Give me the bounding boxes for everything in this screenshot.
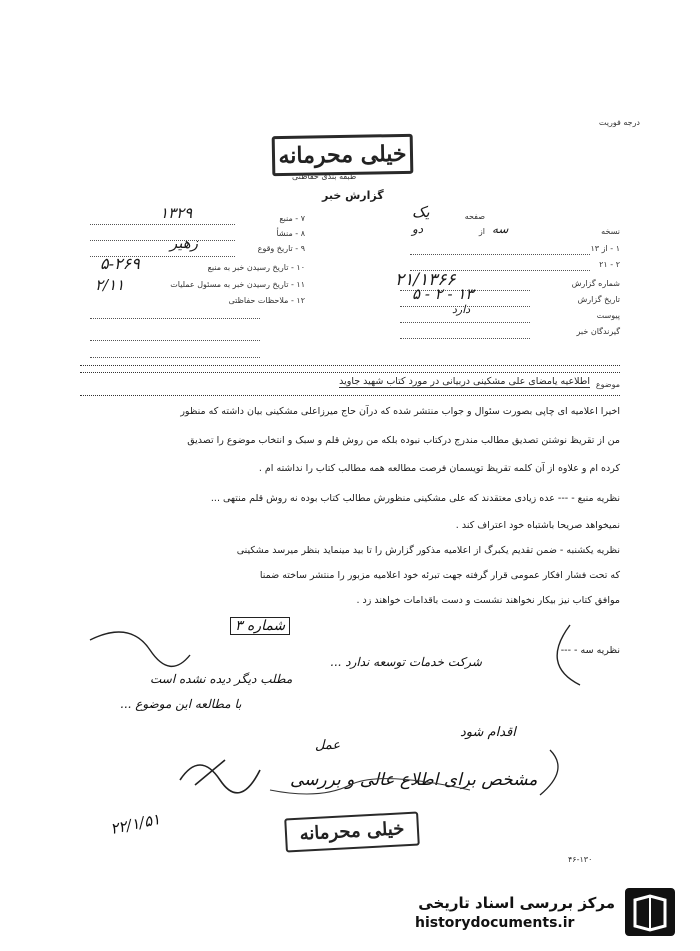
source-label: ۷ - منبع — [279, 214, 305, 223]
page-value: یک — [412, 203, 430, 221]
handwritten-note-2: مطلب دیگر دیده نشده است — [150, 672, 293, 686]
received-source-value: ۵-۲۶۹ — [100, 254, 140, 273]
classification-stamp-top: خیلی محرمانه — [272, 134, 414, 176]
protection-notes-label: ۱۲ - ملاحظات حفاظتی — [228, 296, 305, 305]
report-number-value: ۲۱/۱۳۶۶ — [395, 270, 456, 290]
body-line-5: نمیخواهد صریحا باشتباه خود اعتراف کند . — [455, 520, 620, 531]
body-line-9: نظریه سه - --- — [560, 645, 620, 656]
report-date-label: تاریخ گزارش — [577, 295, 620, 304]
occurrence-date-value: زهیر — [170, 234, 198, 252]
handwritten-note-3: با مطالعه این موضوع ... — [120, 697, 242, 711]
subject-label: موضوع — [595, 380, 620, 389]
handwritten-mark: شماره ۳ — [230, 617, 290, 635]
body-line-8: موافق کتاب نیز بیکار نخواهند نشست و دست باقدامات خواهند زد . — [356, 595, 620, 606]
priority-label: درجه فوریت — [598, 118, 640, 127]
received-ops-label: ۱۱ - تاریخ رسیدن خبر به مسئول عملیات — [170, 280, 305, 289]
copy-from-label: از — [478, 227, 485, 236]
copy-label: نسخه — [601, 227, 620, 236]
handwritten-note-4: اقدام شود — [460, 725, 516, 740]
archive-url: historydocuments.ir — [415, 915, 575, 931]
body-line-3: کرده ام و علاوه از آن کلمه تقریظ تویسمان فرصت مطالعه همه مطالب کتاب را نداشته ام . — [258, 463, 620, 474]
body-line-6: نظریه یکشنبه - ضمن تقدیم یکبرگ از اعلامیه مذکور گزارش را تا بید مینماید بنظر میرسد مشکینی — [236, 545, 620, 556]
handwritten-note-5: عمل — [315, 738, 341, 753]
archive-name: مرکز بررسی اسناد تاریخی — [418, 894, 615, 912]
body-line-2: من از تقریظ نوشتن تصدیق مطالب مندرج درکتاب نبوده بلکه من روش قلم و سبک و انتخاب موضوع را تصدیق — [187, 435, 620, 446]
received-source-label: ۱۰ - تاریخ رسیدن خبر به منبع — [207, 263, 305, 272]
classification-sub-label: طبقه بندی حفاظتی — [292, 172, 357, 181]
footer-number: ۴۶-۱۳۰ — [568, 855, 593, 864]
handwritten-note-1: شرکت خدمات توسعه ندارد ... — [330, 655, 482, 669]
handwritten-note-6: مشخص برای اطلاع عالی و بررسی — [290, 770, 538, 790]
received-ops-value: ۲/۱۱ — [95, 276, 125, 294]
origin-label: ۸ - منشأ — [276, 229, 305, 238]
attachment-label: پیوست — [596, 311, 620, 320]
report-title: گزارش خبر — [322, 189, 384, 202]
copy-from-value: دو — [412, 222, 424, 236]
classification-stamp-bottom: خیلی محرمانه — [284, 812, 420, 853]
row-2: ۲ - ۲۱ — [599, 260, 620, 269]
report-date-value: ۵ - ۲ - ۱۳ — [412, 285, 474, 303]
report-number-label: شماره گزارش — [571, 279, 620, 288]
handwritten-date: ۲۲/۱/۵۱ — [108, 809, 162, 839]
source-value: ۱۳۲۹ — [160, 204, 193, 222]
recipients-label: گیرندگان خبر — [576, 327, 620, 336]
archive-logo-icon — [625, 888, 675, 936]
copy-value: سه — [492, 222, 509, 236]
body-line-1: اخیرا اعلامیه ای چاپی بصورت سئوال و جواب منتشر شده که درآن حاج میرزاعلی مشکینی بیان داشته که منظور — [180, 406, 620, 417]
attachment-value: دارد — [452, 303, 471, 316]
body-line-7: که تحت فشار افکار عمومی قرار گرفته جهت تبرئه خود اعلامیه مزبور را منتشر ساخته ضمنا — [259, 570, 620, 581]
row-1: ۱ - از ۱۳ — [590, 244, 620, 253]
body-line-4: نظریه منبع - --- عده زیادی معتقدند که علی مشکینی منظورش مطالب کتاب بوده نه روش قلم منتهی ... — [210, 493, 620, 504]
subject-text: اطلاعیه یامضای علی مشکینی دربیانی در مورد کتاب شهید جاوید — [339, 376, 590, 387]
occurrence-date-label: ۹ - تاریخ وقوع — [257, 244, 305, 253]
page-label: صفحه — [464, 212, 485, 221]
